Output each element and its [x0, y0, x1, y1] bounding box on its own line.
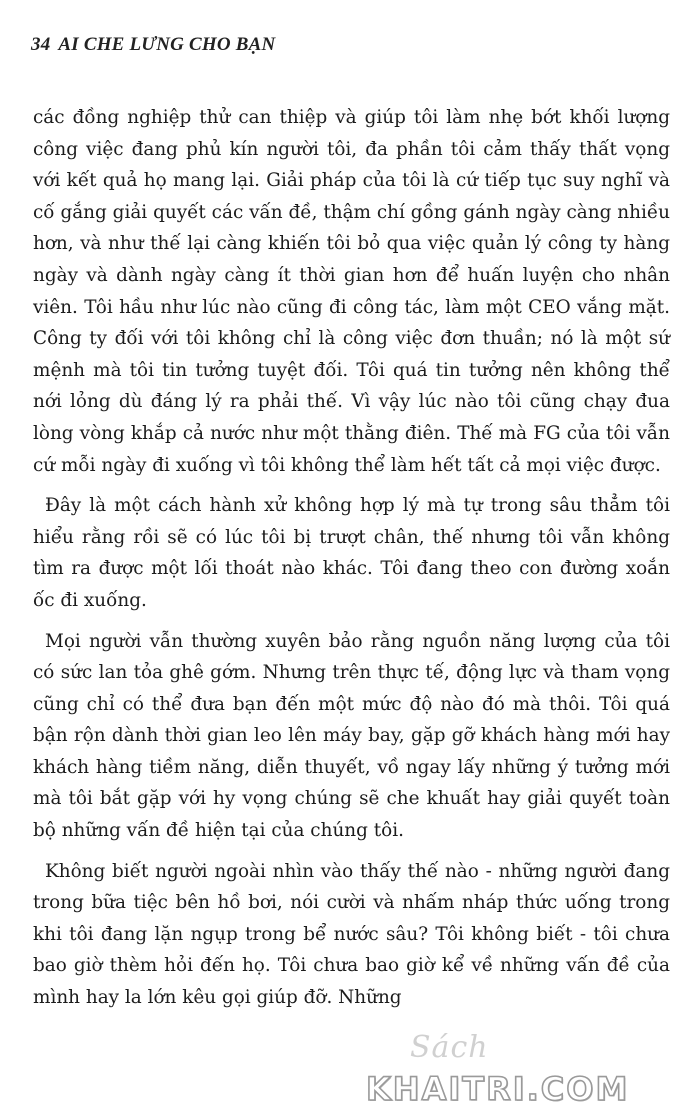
paragraph-4: Không biết người ngoài nhìn vào thấy thế nào - những người đang trong bữa tiệc bên hồ bơi, nói cười và nhấm nháp thức uống trong khi tôi đang lặn ngụp trong bể nước sâu? Tôi không biết - tôi chưa bao giờ thèm hỏi đến họ. Tôi chưa bao giờ kể về những vấn đề của mình hay la lớn kêu gọi giúp đỡ. Những: [33, 860, 670, 1009]
watermark-brand: KHAITRI.COM: [366, 1070, 630, 1108]
paragraph-2: Đây là một cách hành xử không hợp lý mà tự trong sâu thẳm tôi hiểu rằng rồi sẽ có lúc tôi bị trượt chân, thế nhưng tôi vẫn không tìm ra được một lối thoát nào khác. Tôi đang theo con đường xoắn ốc đi xuống.: [33, 495, 670, 611]
watermark: [330, 1028, 690, 1108]
paragraph-1: các đồng nghiệp thử can thiệp và giúp tôi làm nhẹ bớt khối lượng công việc đang phủ kín người tôi, đa phần tôi cảm thấy thất vọng với kết quả họ mang lại. Giải pháp của tôi là cứ tiếp tục suy nghĩ và cố gắng giải quyết các vấn đề, thậm chí gồng gánh ngày càng nhiều hơn, và như thế lại càng khiến tôi bỏ qua việc quản lý công ty hàng ngày và dành ngày càng ít thời gian hơn để huấn luyện cho nhân viên. Tôi hầu như lúc nào cũng đi công tác, làm một CEO vắng mặt. Công ty đối với tôi không chỉ là công việc đơn thuần; nó là một sứ mệnh mà tôi tin tưởng tuyệt đối. Tôi quá tin tưởng nên không thể nới lỏng dù đáng lý ra phải thế. Vì vậy lúc nào tôi cũng chạy đua lòng vòng khắp cả nước như một thằng điên. Thế mà FG của tôi vẫn cứ mỗi ngày đi xuống vì tôi không thể làm hết tất cả mọi việc được.: [33, 107, 670, 476]
watermark-script: Sách: [410, 1030, 489, 1065]
book-title: AI CHE LƯNG CHO BẠN: [58, 34, 276, 55]
paragraph-3: Mọi người vẫn thường xuyên bảo rằng nguồn năng lượng của tôi có sức lan tỏa ghê gớm. Nhưng trên thực tế, động lực và tham vọng cũng chỉ có thể đưa bạn đến một mức độ nào đó mà thôi. Tôi quá bận rộn dành thời gian leo lên máy bay, gặp gỡ khách hàng mới hay khách hàng tiềm năng, diễn thuyết, vồ ngay lấy những ý tưởng mới mà tôi bắt gặp với hy vọng chúng sẽ che khuất hay giải quyết toàn bộ những vấn đề hiện tại của chúng tôi.: [33, 630, 670, 842]
body-text: [33, 102, 670, 1023]
page-number: 34: [31, 34, 51, 55]
running-header: [31, 34, 275, 56]
